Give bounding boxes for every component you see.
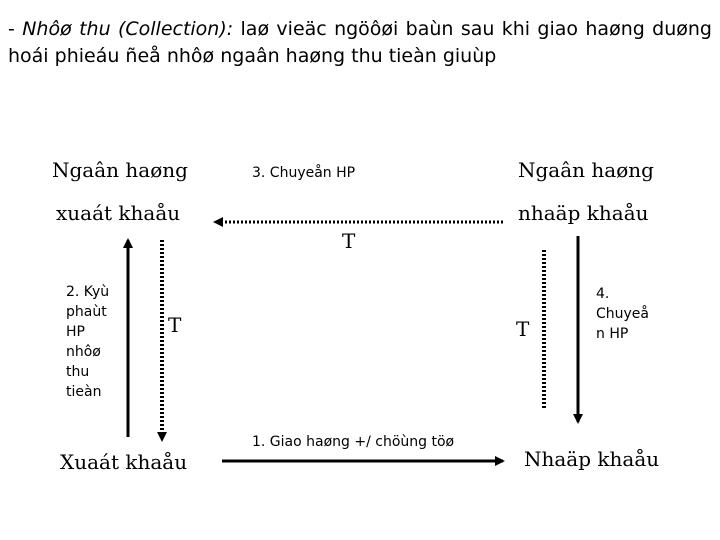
step4-line: Chuyeå: [596, 306, 649, 322]
step4-line: 4.: [596, 286, 610, 302]
exporter-node: Xuaát khaåu: [60, 450, 188, 474]
intro-label: Nhôø thu (Collection):: [22, 18, 234, 40]
step2-line: HP: [66, 324, 85, 340]
step4-label: [596, 284, 649, 344]
step2-line: thu: [66, 364, 90, 380]
t-marker-top: T: [342, 229, 356, 253]
step2-line: nhôø: [66, 344, 101, 360]
step2-line: 2. Kyù: [66, 284, 110, 300]
remitting-bank-line2: xuaát khaåu: [56, 201, 181, 225]
step1-label: 1. Giao haøng +/ chöùng töø: [252, 434, 455, 450]
importer-node: Nhaäp khaåu: [524, 447, 660, 471]
step4-line: n HP: [596, 326, 629, 342]
intro-prefix: -: [8, 18, 23, 40]
step2-line: phaùt: [66, 304, 107, 320]
remitting-bank-line1: Ngaân haøng: [52, 158, 188, 182]
intro-text: laø vieäc ngöôøi baùn sau khi giao haøng duøng hoái phieáu ñeå nhôø ngaân haøng thu tieàn giuùp: [8, 18, 712, 67]
t-marker-right: T: [516, 317, 530, 341]
step2-label: [66, 282, 109, 402]
step3-label: 3. Chuyeån HP: [252, 165, 356, 181]
collecting-bank-line1: Ngaân haøng: [518, 158, 654, 182]
collecting-bank-line2: nhaäp khaåu: [518, 201, 649, 225]
t-marker-left: T: [168, 313, 182, 337]
step2-line: tieàn: [66, 384, 102, 400]
